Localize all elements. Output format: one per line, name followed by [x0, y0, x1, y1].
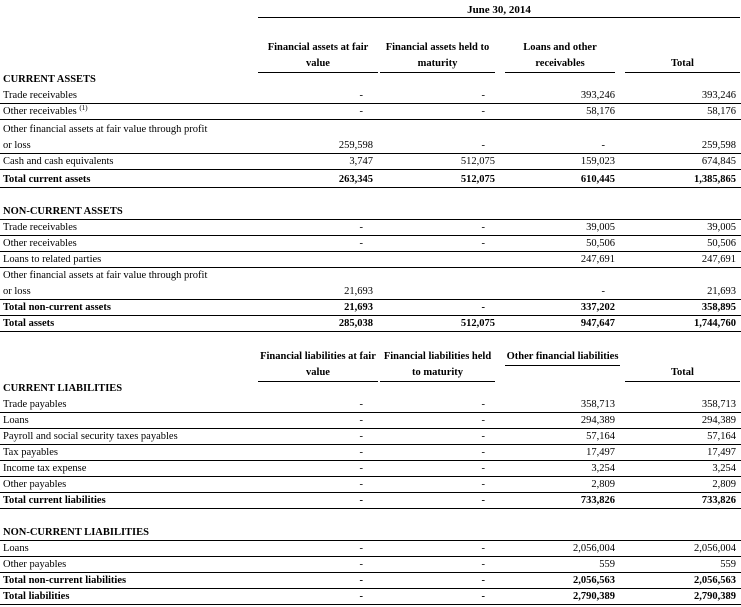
cell-value: -: [359, 591, 363, 602]
cell-value: 947,647: [580, 318, 615, 329]
cell-value: -: [601, 286, 605, 297]
cell-value: -: [481, 222, 485, 233]
row-label: Loans to related parties: [3, 254, 102, 265]
cell-value: 294,389: [580, 415, 615, 426]
cell-value: 2,809: [712, 479, 736, 490]
cell-value: 21,693: [344, 302, 373, 313]
cell-value: 2,790,389: [694, 591, 736, 602]
cell-value: -: [481, 431, 485, 442]
cell-value: -: [481, 479, 485, 490]
cell-value: 512,075: [460, 318, 495, 329]
cell-value: 247,691: [701, 254, 736, 265]
cell-value: 2,056,004: [573, 543, 615, 554]
cell-value: 17,497: [707, 447, 736, 458]
section-title: NON-CURRENT LIABILITIES: [3, 527, 149, 538]
row-label: or loss: [3, 140, 31, 151]
row-label: Other financial assets at fair value through profit: [3, 270, 208, 281]
table-row: [0, 461, 741, 477]
cell-value: 39,005: [707, 222, 736, 233]
row-label: Total non-current assets: [3, 302, 111, 313]
cell-value: -: [359, 431, 363, 442]
cell-value: -: [359, 495, 363, 506]
row-label: Other payables: [3, 559, 67, 570]
cell-value: -: [359, 415, 363, 426]
total-row: [0, 573, 741, 589]
section-current-liabilities: [0, 381, 741, 397]
cell-value: 17,497: [586, 447, 615, 458]
row-label: Payroll and social security taxes payables: [3, 431, 178, 442]
cell-value: 259,598: [701, 140, 736, 151]
cell-value: 733,826: [580, 495, 615, 506]
table-row: [0, 541, 741, 557]
cell-value: -: [359, 463, 363, 474]
total-row: [0, 493, 741, 509]
cell-value: 3,747: [349, 156, 373, 167]
cell-value: 2,790,389: [573, 591, 615, 602]
cell-value: -: [359, 447, 363, 458]
row-label: Loans: [3, 415, 29, 426]
cell-value: 263,345: [338, 174, 373, 185]
cell-value: -: [481, 559, 485, 570]
cell-value: 674,845: [701, 156, 736, 167]
row-label: Income tax expense: [3, 463, 87, 474]
cell-value: 358,713: [580, 399, 615, 410]
row-label: Total non-current liabilities: [3, 575, 127, 586]
liab-header-held-to-maturity: Financial liabilities held to maturity: [380, 349, 495, 382]
section-title: CURRENT LIABILITIES: [3, 383, 123, 394]
cell-value: -: [359, 479, 363, 490]
table-row: [0, 557, 741, 573]
cell-value: -: [481, 591, 485, 602]
liab-header-other-financial: Other financial liabilities: [505, 349, 620, 366]
cell-value: 58,176: [707, 106, 736, 117]
cell-value: -: [481, 238, 485, 249]
cell-value: -: [359, 106, 363, 117]
cell-value: 2,056,563: [573, 575, 615, 586]
cell-value: 259,598: [338, 140, 373, 151]
cell-value: -: [359, 559, 363, 570]
row-label: Trade payables: [3, 399, 67, 410]
cell-value: 610,445: [580, 174, 615, 185]
table-row: [0, 220, 741, 236]
table-row: [0, 397, 741, 413]
row-label: Other receivables: [3, 238, 77, 249]
cell-value: 559: [599, 559, 615, 570]
row-label: Trade receivables: [3, 222, 77, 233]
row-label: Total assets: [3, 318, 55, 329]
assets-header-total: Total: [625, 56, 740, 73]
total-row: [0, 172, 741, 188]
table-row: [0, 284, 741, 300]
cell-value: -: [359, 575, 363, 586]
liab-header-total: Total: [625, 365, 740, 382]
cell-value: -: [481, 463, 485, 474]
section-noncurrent-liabilities: [0, 525, 741, 541]
cell-value: 1,385,865: [694, 174, 736, 185]
liab-header-fair-value: Financial liabilities at fair value: [258, 349, 378, 382]
cell-value: -: [359, 90, 363, 101]
cell-value: 294,389: [701, 415, 736, 426]
cell-value: -: [481, 575, 485, 586]
table-row: [0, 477, 741, 493]
cell-value: 393,246: [701, 90, 736, 101]
cell-value: -: [481, 447, 485, 458]
cell-value: 159,023: [580, 156, 615, 167]
row-label: Total current liabilities: [3, 495, 106, 506]
cell-value: 2,809: [591, 479, 615, 490]
total-row: [0, 300, 741, 316]
row-label: Total liabilities: [3, 591, 70, 602]
assets-header-held-to-maturity: Financial assets held to maturity: [380, 40, 495, 73]
date-header-rule: [258, 17, 740, 18]
section-current-assets: [0, 72, 741, 88]
row-label: Other receivables $^{(1)}$: [3, 104, 88, 117]
cell-value: 58,176: [586, 106, 615, 117]
cell-value: 3,254: [591, 463, 615, 474]
table-row: [0, 236, 741, 252]
cell-value: 57,164: [707, 431, 736, 442]
row-label: Loans: [3, 543, 29, 554]
footnote-marker: (1): [79, 104, 88, 112]
cell-value: 733,826: [701, 495, 736, 506]
cell-value: 57,164: [586, 431, 615, 442]
cell-value: -: [481, 90, 485, 101]
table-row: [0, 154, 741, 170]
cell-value: -: [359, 222, 363, 233]
cell-value: 1,744,760: [694, 318, 736, 329]
cell-value: -: [481, 495, 485, 506]
cell-value: 2,056,004: [694, 543, 736, 554]
row-label: Other financial assets at fair value through profit: [3, 124, 208, 135]
table-row: [0, 104, 741, 120]
total-row: [0, 589, 741, 605]
total-row: [0, 316, 741, 332]
cell-value: 21,693: [707, 286, 736, 297]
table-row: [0, 122, 741, 138]
cell-value: -: [601, 140, 605, 151]
cell-value: 247,691: [580, 254, 615, 265]
cell-value: 285,038: [338, 318, 373, 329]
section-title: CURRENT ASSETS: [3, 74, 96, 85]
cell-value: -: [359, 238, 363, 249]
cell-value: 3,254: [712, 463, 736, 474]
table-row: [0, 252, 741, 268]
row-label: or loss: [3, 286, 31, 297]
table-row: [0, 268, 741, 284]
row-label: Total current assets: [3, 174, 91, 185]
table-row: [0, 413, 741, 429]
cell-value: -: [481, 140, 485, 151]
table-row: [0, 138, 741, 154]
cell-value: 393,246: [580, 90, 615, 101]
cell-value: 512,075: [460, 156, 495, 167]
section-title: NON-CURRENT ASSETS: [3, 206, 123, 217]
assets-header-loans-receivables: Loans and other receivables: [505, 40, 615, 73]
cell-value: 358,895: [701, 302, 736, 313]
table-row: [0, 429, 741, 445]
cell-value: -: [481, 302, 485, 313]
cell-value: -: [481, 543, 485, 554]
row-label: Cash and cash equivalents: [3, 156, 114, 167]
cell-value: -: [481, 415, 485, 426]
cell-value: 559: [720, 559, 736, 570]
row-label: Tax payables: [3, 447, 58, 458]
cell-value: -: [359, 399, 363, 410]
table-row: [0, 445, 741, 461]
cell-value: 512,075: [460, 174, 495, 185]
cell-value: -: [359, 543, 363, 554]
cell-value: 337,202: [580, 302, 615, 313]
cell-value: 39,005: [586, 222, 615, 233]
section-noncurrent-assets: [0, 204, 741, 220]
cell-value: -: [481, 399, 485, 410]
table-row: [0, 88, 741, 104]
cell-value: 358,713: [701, 399, 736, 410]
assets-header-fair-value: Financial assets at fair value: [258, 40, 378, 73]
cell-value: 2,056,563: [694, 575, 736, 586]
cell-value: 50,506: [707, 238, 736, 249]
cell-value: -: [481, 106, 485, 117]
row-label: Other payables: [3, 479, 67, 490]
cell-value: 21,693: [344, 286, 373, 297]
row-label: Trade receivables: [3, 90, 77, 101]
period-date-header: June 30, 2014: [467, 4, 531, 16]
cell-value: 50,506: [586, 238, 615, 249]
